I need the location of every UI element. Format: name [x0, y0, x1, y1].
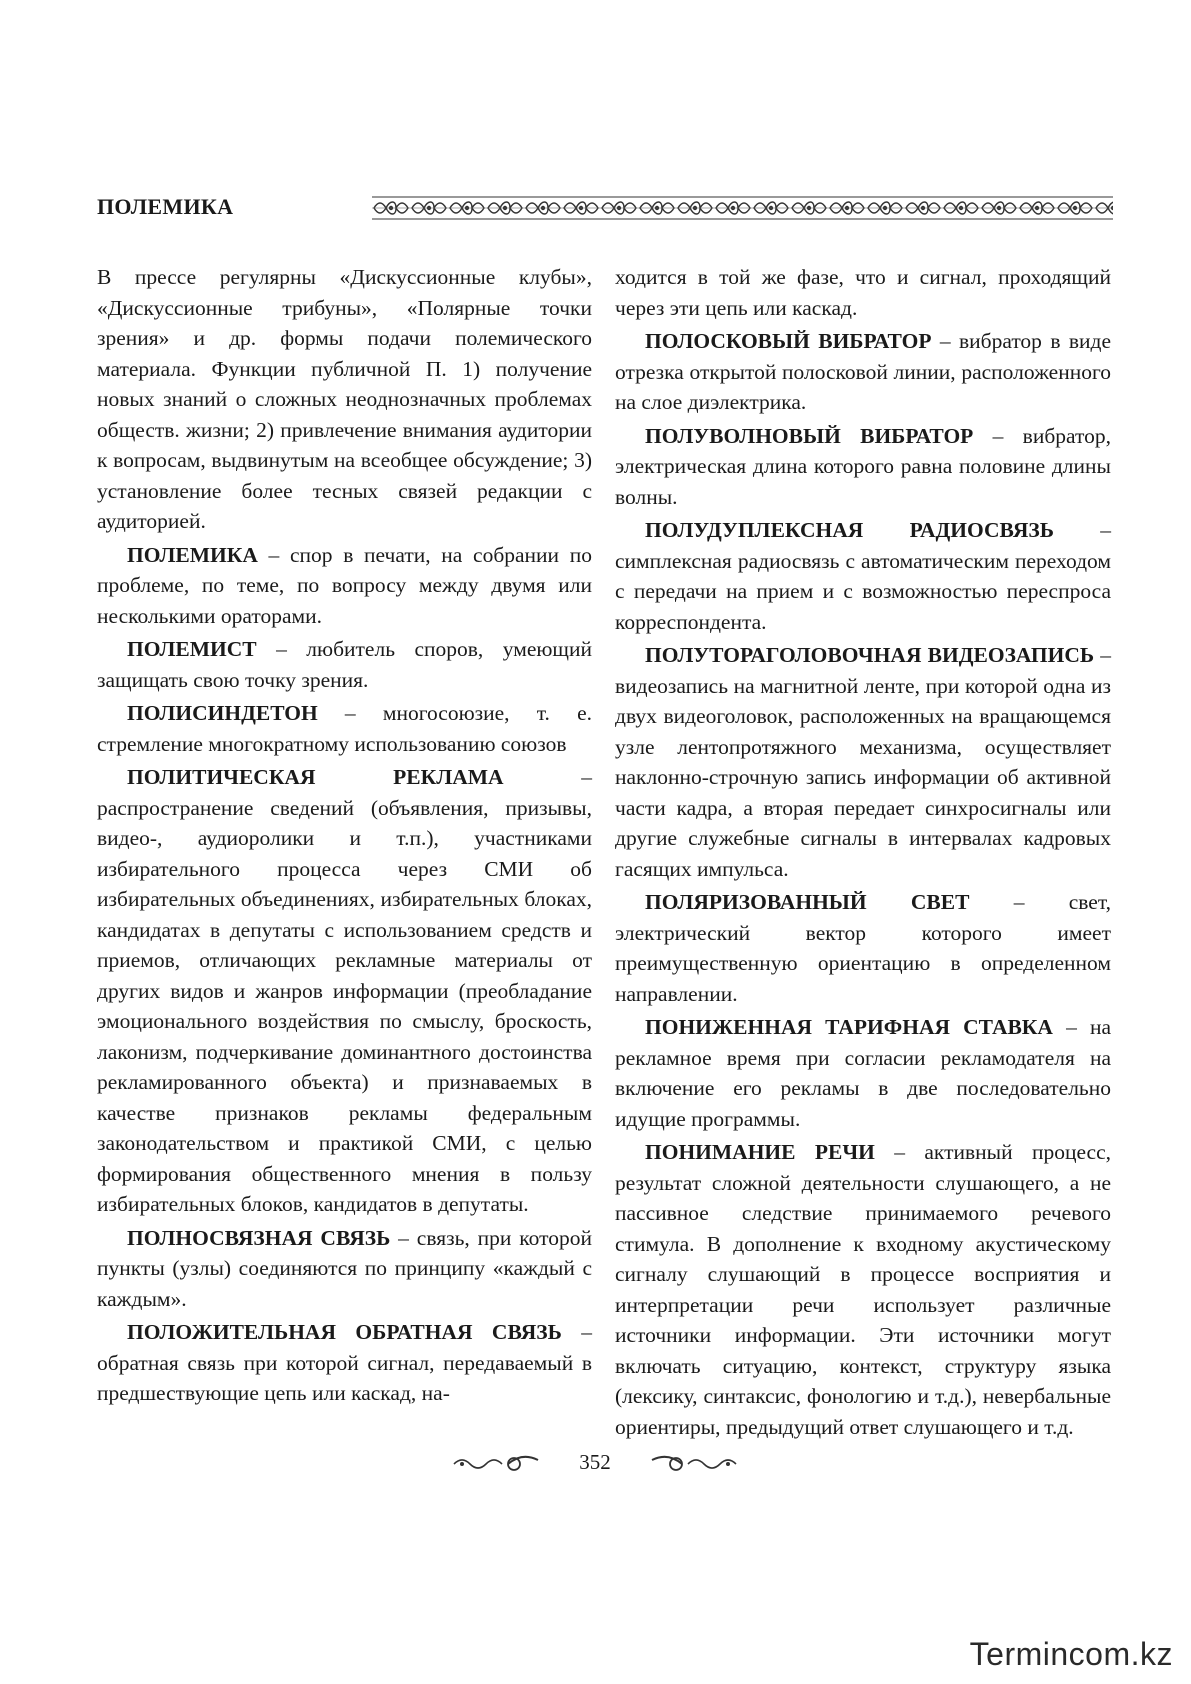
entry-term: ПОЛОЖИТЕЛЬНАЯ ОБРАТНАЯ СВЯЗЬ [127, 1320, 562, 1344]
dictionary-entry [97, 540, 592, 632]
left-flourish-icon [452, 1452, 542, 1476]
entry-term: ПОЛЯРИЗОВАННЫЙ СВЕТ [645, 890, 970, 914]
entry-term: ПОЛУВОЛНОВЫЙ ВИБРАТОР [645, 423, 974, 448]
entry-term: ПОЛИСИНДЕТОН [127, 701, 318, 725]
section-title: ПОЛЕМИКА [97, 194, 234, 219]
entry-text: – вибратор, электрическая длина которого равна половине длины волны. [615, 423, 1111, 509]
entry-term: ПОЛОСКОВЫЙ ВИБРАТОР [645, 329, 932, 353]
dictionary-entry [615, 515, 1111, 637]
right-flourish-icon [648, 1452, 738, 1476]
dictionary-entry [615, 326, 1111, 418]
entry-text: – обратная связь при которой сигнал, передаваемый в предшествующие цепь или каскад, на- [97, 1320, 592, 1405]
entry-text: – многосоюзие, т. е. стремление многократному использованию союзов [97, 701, 592, 756]
entry-term: ПОЛЕМИКА [127, 542, 258, 567]
entry-text: – связь, при которой пункты (узлы) соединяются по принципу «каждый с каждым». [97, 1225, 592, 1311]
entry-text: В прессе регулярны «Дискуссионные клубы», «Дискуссионные трибуны», «Полярные точки зрения» и др. формы подачи полемического материала. Функции публичной П. 1) получение новых знаний о сложных неоднозначных проблемах обществ. жизни; 2) привлечение внимания аудитории к вопросам, выдвинутым на всеобщее обсуждение; 3) установление более тесных связей редакции с аудиторией. [97, 265, 592, 533]
left-column [97, 262, 592, 1412]
entry-text: – вибратор в виде отрезка открытой полосковой линии, расположенного на слое диэлектрика. [615, 329, 1111, 414]
entry-term: ПОЛУТОРАГОЛОВОЧНАЯ ВИДЕОЗАПИСЬ [645, 643, 1095, 667]
entry-text: – на рекламное время при согласии рекламодателя на включение его рекламы в две последовательно идущие программы. [615, 1015, 1111, 1131]
entry-term: ПОНИМАНИЕ РЕЧИ [645, 1140, 875, 1164]
right-column [615, 262, 1111, 1445]
dictionary-entry [97, 762, 592, 1220]
entry-continuation [615, 262, 1111, 323]
entry-text: ходится в той же фазе, что и сигнал, проходящий через эти цепь или каскад. [615, 265, 1111, 320]
dictionary-entry [97, 1317, 592, 1409]
dictionary-entry [615, 1012, 1111, 1134]
entry-continuation [97, 262, 592, 537]
dictionary-entry [97, 634, 592, 695]
dictionary-entry [97, 1223, 592, 1315]
entry-term: ПОНИЖЕННАЯ ТАРИФНАЯ СТАВКА [645, 1015, 1053, 1039]
dictionary-entry [615, 421, 1111, 513]
page-number: 352 [579, 1450, 611, 1474]
entry-text: – видеозапись на магнитной ленте, при которой одна из двух видеоголовок, расположенных на вращающемся узле лентопротяжного механизма, осуществляет наклонно-строчную запись информации об активной части кадра, а вторая передает синхросигналы или другие служебные сигналы в интервалах кадровых гасящих импульса. [615, 643, 1111, 881]
entry-text: – спор в печати, на собрании по проблеме, по теме, по вопросу между двумя или несколькими ораторами. [97, 542, 592, 628]
entry-text: – свет, электрический вектор которого имеет преимущественную ориентацию в определенном направлении. [615, 890, 1112, 1006]
entry-term: ПОЛЕМИСТ [127, 637, 257, 661]
ornament-band-icon [372, 196, 1113, 220]
dictionary-entry [615, 640, 1111, 884]
entry-term: ПОЛУДУПЛЕКСНАЯ РАДИОСВЯЗЬ [645, 518, 1054, 542]
entry-term: ПОЛИТИЧЕСКАЯ РЕКЛАМА [127, 765, 504, 789]
entry-text: – активный процесс, результат сложной деятельности слушающего, а не пассивное следствие принимаемого речевого стимула. В дополнение к входному акустическому сигналу слушающий в процессе восприятия и интерпретации речи использует различные источники информации. Эти источники могут включать ситуацию, контекст, структуру языка (лексику, синтаксис, фонологию и т.д.), невербальные ориентиры, предыдущий ответ слушающего и т.д. [615, 1140, 1111, 1439]
entry-term: ПОЛНОСВЯЗНАЯ СВЯЗЬ [127, 1225, 391, 1250]
dictionary-entry [615, 887, 1111, 1009]
dictionary-entry [615, 1137, 1111, 1442]
entry-text: – распространение сведений (объявления, призывы, видео-, аудиоролики и т.п.), участниками избирательного процесса через СМИ об избирательных объединениях, избирательных блоках, кандидатах в депутаты с использованием средств и приемов, отличающих рекламные материалы от других видов и жанров информации (преобладание эмоционального воздействия по смыслу, броскость, лаконизм, подчеркивание доминантного достоинства рекламированного объекта) и признаваемых в качестве признаков рекламы федеральным законодательством и практикой СМИ, с целью формирования общественного мнения в пользу избирательных блоков, кандидатов в депутаты. [97, 765, 592, 1216]
dictionary-entry [97, 698, 592, 759]
entry-text: – симплексная радиосвязь с автоматическим переходом с передачи на прием и с возможностью переспроса корреспондента. [615, 518, 1112, 634]
entry-text: – любитель споров, умеющий защищать свою точку зрения. [97, 637, 592, 692]
watermark-logo: Termincom.kz [969, 1636, 1173, 1672]
page-footer [0, 1448, 1191, 1482]
